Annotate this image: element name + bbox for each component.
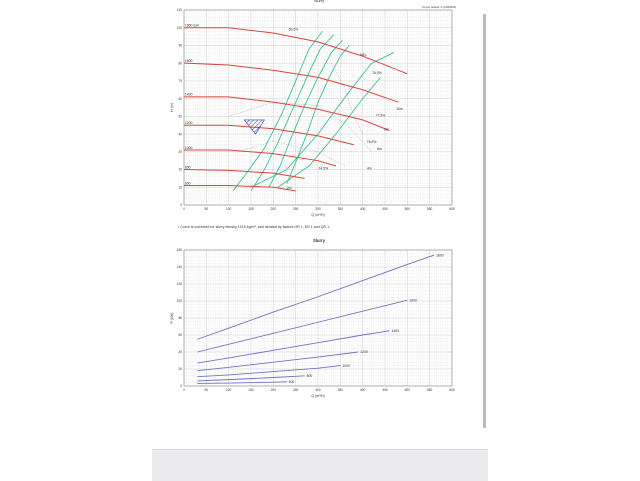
power-curve-label-1000: 1000 (342, 363, 350, 368)
power-chart-y-axis-label: P (kW) (170, 312, 174, 324)
power-chart-y-tick-label: 120 (176, 282, 182, 287)
head-chart-x-tick-label: 100 (226, 207, 232, 211)
head-chart-y-tick-label: 50 (178, 114, 182, 119)
power-chart-title: Slurry (312, 238, 326, 243)
efficiency-label: 76.5% (372, 70, 382, 75)
power-curve-label-1800: 1800 (436, 253, 444, 258)
power-chart-x-tick-label: 50 (204, 388, 209, 392)
head-chart-x-tick-label: 250 (293, 207, 299, 211)
head-flow-chart (170, 8, 455, 217)
head-chart-x-tick-label: 450 (382, 207, 388, 211)
head-chart-y-tick-label: 60 (178, 96, 182, 101)
power-chart-y-tick-label: 140 (176, 265, 182, 270)
power-curve-label-600: 600 (288, 379, 295, 384)
head-chart-y-tick-label: 40 (178, 132, 182, 137)
power-chart-x-tick-label: 250 (293, 388, 299, 392)
efficiency-label: 78.5% (366, 139, 377, 144)
power-flow-chart (170, 248, 455, 398)
efficiency-label: 77.5% (375, 113, 386, 118)
head-curve-label-1200: 1200 (184, 121, 193, 126)
head-chart-x-tick-label: 600 (449, 207, 455, 211)
top-chart-title: Slurry (313, 0, 325, 3)
head-chart-x-tick-label: 550 (427, 207, 433, 211)
head-curve-label-1600: 1600 (184, 58, 193, 63)
npsh-label: 4m (367, 166, 372, 171)
power-chart-x-tick-label: 600 (449, 388, 455, 392)
power-chart-y-tick-label: 0 (180, 384, 182, 389)
power-curve-label-1200: 1200 (360, 350, 368, 355)
power-chart-x-axis-label: Q (m³/h) (311, 394, 325, 398)
head-chart-y-tick-label: 70 (178, 79, 182, 84)
power-chart-x-tick-label: 150 (248, 388, 254, 392)
head-chart-x-tick-label: 150 (248, 207, 254, 211)
head-chart-x-tick-label: 50 (204, 207, 209, 211)
head-curve-label-1000: 1000 (184, 145, 193, 150)
power-curve-label-1400: 1400 (391, 328, 400, 333)
head-chart-y-tick-label: 100 (176, 25, 182, 30)
head-chart-y-tick-label: 10 (178, 185, 182, 190)
power-chart-x-tick-label: 200 (270, 388, 276, 392)
power-chart-y-tick-label: 80 (178, 316, 182, 321)
head-chart-x-tick-label: 400 (360, 207, 366, 211)
power-chart-y-tick-label: 60 (178, 333, 182, 338)
power-chart-y-tick-label: 160 (176, 248, 182, 253)
head-chart-x-tick-label: 350 (337, 207, 343, 211)
power-chart-x-tick-label: 100 (226, 388, 232, 392)
head-curve-label-800: 800 (184, 165, 191, 170)
bel-label: BEL (360, 53, 367, 58)
head-chart-x-tick-label: 0 (183, 207, 185, 211)
power-chart-x-tick-label: 450 (382, 388, 388, 392)
curve-version-note: Curve status: 0 (2023/03) (422, 5, 456, 9)
power-curve-label-1600: 1600 (409, 298, 417, 303)
npsh-label: 10m (396, 107, 403, 112)
power-chart-x-tick-label: 0 (183, 388, 185, 392)
head-chart-y-tick-label: 110 (176, 8, 182, 13)
head-chart-x-tick-label: 200 (270, 207, 276, 211)
head-chart-y-tick-label: 80 (178, 61, 182, 66)
power-chart-y-tick-label: 100 (176, 299, 182, 304)
power-chart-x-tick-label: 300 (315, 388, 321, 392)
head-chart-y-axis-label: H (m) (170, 103, 174, 112)
head-curve-label-1800: 1800 rpm (184, 23, 200, 28)
power-chart-y-tick-label: 40 (178, 350, 182, 355)
power-chart-y-tick-label: 20 (178, 367, 182, 372)
head-chart-y-tick-label: 0 (180, 203, 182, 208)
head-chart-x-tick-label: 500 (404, 207, 410, 211)
head-chart-y-tick-label: 90 (178, 43, 182, 48)
power-chart-x-tick-label: 350 (337, 388, 343, 392)
head-curve-label-600: 600 (184, 181, 191, 186)
npsh-label: 2m (286, 186, 292, 191)
power-chart-x-tick-label: 550 (427, 388, 433, 392)
npsh-label: 8m (384, 127, 389, 132)
density-footnote: • Curve is corrected for slurry density 1015 kg/m³, and derated by factors HR 1, ER 1 and QR 1. (178, 225, 331, 229)
head-curve-label-1400: 1400 (184, 92, 193, 97)
head-chart-y-tick-label: 30 (178, 150, 182, 155)
power-chart-x-tick-label: 400 (360, 388, 366, 392)
head-chart-x-tick-label: 300 (315, 207, 321, 211)
head-chart-x-axis-label: Q (m³/h) (311, 213, 325, 217)
efficiency-label: 74.5% (318, 166, 329, 171)
npsh-label: 6m (376, 147, 382, 152)
power-chart-x-tick-label: 500 (404, 388, 410, 392)
head-chart-y-tick-label: 20 (178, 167, 182, 172)
efficiency-label: 69.5% (288, 27, 299, 32)
power-curve-label-800: 800 (306, 374, 313, 378)
